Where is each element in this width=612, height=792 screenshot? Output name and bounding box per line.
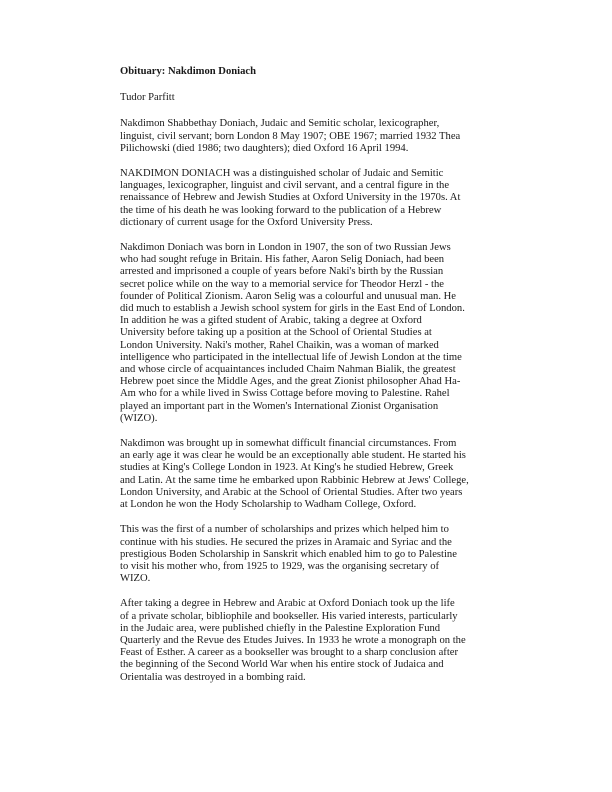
text-line: Pilichowski (died 1986; two daughters); died Oxford 16 April 1994. — [120, 142, 409, 154]
text-line: Nakdimon Doniach was born in London in 1907, the son of two Russian Jews — [120, 242, 451, 254]
text-line: Feast of Esther. A career as a bookseller was brought to a sharp conclusion after — [120, 647, 459, 659]
text-line: founder of Political Zionism. Aaron Selig was a colourful and unusual man. He — [120, 290, 456, 302]
text-line: renaissance of Hebrew and Jewish Studies at Oxford University in the 1970s. At — [120, 192, 461, 204]
text-line: Hebrew poet since the Middle Ages, and the great Zionist philosopher Ahad Ha- — [120, 376, 461, 388]
paragraph — [120, 438, 500, 511]
text-line: of a private scholar, bibliophile and bookseller. His varied interests, particularly — [120, 610, 458, 622]
text-line: London University. Naki's mother, Rahel Chaikin, was a woman of marked — [120, 339, 439, 351]
text-line: at London he won the Hody Scholarship to Wadham College, Oxford. — [120, 499, 417, 511]
paragraph — [120, 524, 500, 585]
text-line: secret police while on the way to a memorial service for Theodor Herzl - the — [120, 278, 444, 290]
text-line: who had sought refuge in Britain. His father, Aaron Selig Doniach, had been — [120, 254, 445, 266]
text-line: and Latin. At the same time he embarked upon Rabbinic Hebrew at Jews' College, — [120, 474, 469, 486]
text-line: Nakdimon was brought up in somewhat difficult financial circumstances. From — [120, 438, 457, 450]
text-line: played an important part in the Women's International Zionist Organisation — [120, 400, 439, 412]
text-line: After taking a degree in Hebrew and Arabic at Oxford Doniach took up the life — [120, 598, 455, 610]
text-line: NAKDIMON DONIACH was a distinguished scholar of Judaic and Semitic — [120, 168, 444, 180]
text-line: dictionary of current usage for the Oxford University Press. — [120, 216, 373, 228]
text-line: University before taking up a position at the School of Oriental Studies at — [120, 327, 432, 339]
text-line: intelligence who participated in the intellectual life of Jewish London at the time — [120, 351, 462, 363]
paragraph — [120, 242, 500, 425]
text-line: (WIZO). — [120, 412, 158, 424]
text-line: studies at King's College London in 1923. At King's he studied Hebrew, Greek — [120, 462, 454, 474]
text-line: London University, and Arabic at the School of Oriental Studies. After two years — [120, 486, 463, 498]
text-line: WIZO. — [120, 573, 151, 585]
text-line: the time of his death he was looking forward to the publication of a Hebrew — [120, 204, 442, 216]
text-line: Nakdimon Shabbethay Doniach, Judaic and Semitic scholar, lexicographer, — [120, 118, 440, 130]
document-title: Obituary: Nakdimon Doniach — [120, 66, 256, 77]
text-line: In addition he was a gifted student of Arabic, taking a degree at Oxford — [120, 315, 422, 327]
paragraph — [120, 168, 500, 229]
text-line: languages, lexicographer, linguist and civil servant, and a central figure in the — [120, 180, 450, 192]
document-body — [120, 66, 500, 697]
text-line: linguist, civil servant; born London 8 May 1907; OBE 1967; married 1932 Thea — [120, 130, 461, 142]
paragraph — [120, 118, 500, 155]
paragraph — [120, 598, 500, 683]
paragraphs-container — [120, 118, 500, 683]
text-line: prestigious Boden Scholarship in Sanskrit which enabled him to go to Palestine — [120, 548, 457, 560]
text-line: the beginning of the Second World War when his entire stock of Judaica and — [120, 659, 444, 671]
text-line: and whose circle of acquaintances included Chaim Nahman Bialik, the greatest — [120, 364, 456, 376]
text-line: arrested and imprisoned a couple of years before Naki's birth by the Russian — [120, 266, 444, 278]
text-line: This was the first of a number of scholarships and prizes which helped him to — [120, 524, 449, 536]
text-line: in the Judaic area, were published chiefly in the Palestine Exploration Fund — [120, 622, 441, 634]
text-line: Orientalia was destroyed in a bombing raid. — [120, 671, 306, 683]
text-line: an early age it was clear he would be an exceptionally able student. He started his — [120, 450, 466, 462]
text-line: Am who for a while lived in Swiss Cottage before moving to Palestine. Rahel — [120, 388, 450, 400]
text-line: Quarterly and the Revue des Etudes Juives. In 1933 he wrote a monograph on the — [120, 634, 466, 646]
text-line: continue with his studies. He secured the prizes in Aramaic and Syriac and the — [120, 536, 452, 548]
text-line: to visit his mother who, from 1925 to 1929, was the organising secretary of — [120, 560, 440, 572]
author-name: Tudor Parfitt — [120, 92, 175, 104]
text-line: did much to establish a Jewish school system for girls in the East End of London. — [120, 303, 465, 315]
